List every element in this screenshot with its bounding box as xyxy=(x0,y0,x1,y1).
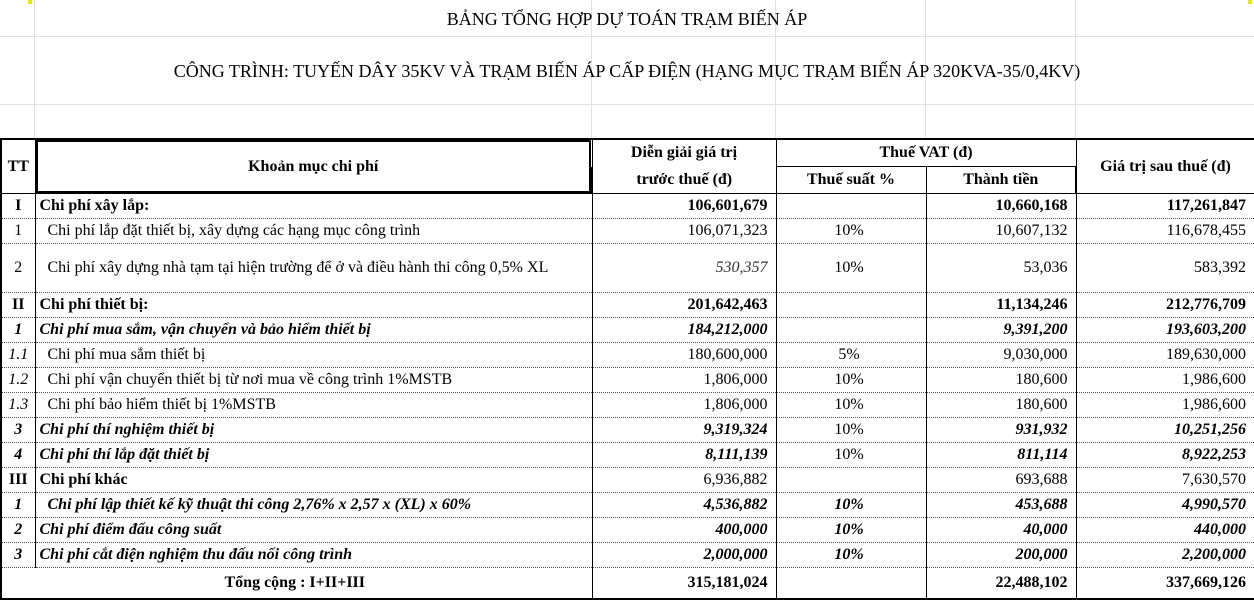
row-vat-rate[interactable]: 10% xyxy=(776,493,926,518)
row-pre-tax[interactable]: 201,642,463 xyxy=(592,293,776,318)
row-after-tax[interactable]: 189,630,000 xyxy=(1076,343,1254,368)
row-tt[interactable]: I xyxy=(1,194,35,219)
table-row xyxy=(1,293,1254,318)
row-vat-rate[interactable]: 10% xyxy=(776,418,926,443)
table-row xyxy=(1,518,1254,543)
row-pre-tax[interactable]: 4,536,882 xyxy=(592,493,776,518)
table-row xyxy=(1,318,1254,343)
row-after-tax[interactable]: 583,392 xyxy=(1076,244,1254,293)
table-row xyxy=(1,493,1254,518)
row-vat-rate[interactable] xyxy=(776,468,926,493)
row-tt[interactable]: 2 xyxy=(1,244,35,293)
row-after-tax[interactable]: 7,630,570 xyxy=(1076,468,1254,493)
row-tt[interactable]: 1 xyxy=(1,493,35,518)
row-tt[interactable]: 1 xyxy=(1,318,35,343)
row-after-tax[interactable]: 1,986,600 xyxy=(1076,368,1254,393)
row-pre-tax[interactable]: 2,000,000 xyxy=(592,543,776,568)
row-vat-amount[interactable]: 10,607,132 xyxy=(926,219,1076,244)
row-vat-amount[interactable]: 180,600 xyxy=(926,368,1076,393)
estimate-table xyxy=(0,138,1254,600)
sheet-subtitle: CÔNG TRÌNH: TUYẾN DÂY 35KV VÀ TRẠM BIẾN ÁP CẤP ĐIỆN (HẠNG MỤC TRẠM BIẾN ÁP 320KVA-35/0,4KV) xyxy=(173,61,1081,81)
header-pre-tax-line1[interactable]: Diễn giải giá trị xyxy=(592,139,776,167)
row-item[interactable]: Chi phí lập thiết kế kỹ thuật thi công 2,76% x 2,57 x (XL) x 60% xyxy=(35,493,592,518)
row-item[interactable]: Chi phí lắp đặt thiết bị, xây dựng các hạng mục công trình xyxy=(35,219,592,244)
row-item[interactable]: Chi phí khác xyxy=(35,468,592,493)
cell-marker xyxy=(1248,0,1252,4)
row-tt[interactable]: 1 xyxy=(1,219,35,244)
row-item[interactable]: Chi phí thí nghiệm thiết bị xyxy=(35,418,592,443)
sheet-title: BẢNG TỔNG HỢP DỰ TOÁN TRẠM BIẾN ÁP xyxy=(446,9,808,29)
row-vat-amount[interactable]: 10,660,168 xyxy=(926,194,1076,219)
row-vat-amount[interactable]: 453,688 xyxy=(926,493,1076,518)
row-after-tax[interactable]: 440,000 xyxy=(1076,518,1254,543)
table-row xyxy=(1,194,1254,219)
row-vat-amount[interactable]: 11,134,246 xyxy=(926,293,1076,318)
grid-line xyxy=(0,36,1254,37)
row-tt[interactable]: 3 xyxy=(1,543,35,568)
grid-line xyxy=(0,104,1254,105)
row-pre-tax[interactable]: 530,357 xyxy=(592,244,776,293)
cell-marker xyxy=(28,0,32,4)
row-pre-tax[interactable]: 6,936,882 xyxy=(592,468,776,493)
table-row xyxy=(1,393,1254,418)
row-pre-tax[interactable]: 1,806,000 xyxy=(592,368,776,393)
row-pre-tax[interactable]: 184,212,000 xyxy=(592,318,776,343)
row-vat-amount[interactable]: 811,114 xyxy=(926,443,1076,468)
row-pre-tax[interactable]: 1,806,000 xyxy=(592,393,776,418)
table-row xyxy=(1,219,1254,244)
table-row xyxy=(1,418,1254,443)
row-after-tax[interactable]: 1,986,600 xyxy=(1076,393,1254,418)
row-item[interactable]: Chi phí mua sắm thiết bị xyxy=(35,343,592,368)
row-vat-amount[interactable]: 931,932 xyxy=(926,418,1076,443)
row-pre-tax[interactable]: 9,319,324 xyxy=(592,418,776,443)
header-tt[interactable]: TT xyxy=(1,139,35,194)
row-vat-rate[interactable]: 10% xyxy=(776,518,926,543)
row-vat-amount[interactable]: 200,000 xyxy=(926,543,1076,568)
header-vat[interactable]: Thuế VAT (đ) xyxy=(776,139,1076,167)
total-vat-amount[interactable]: 22,488,102 xyxy=(926,568,1076,600)
header-after-tax[interactable]: Giá trị sau thuế (đ) xyxy=(1076,139,1254,194)
header-vat-rate[interactable]: Thuế suất % xyxy=(776,167,926,194)
row-vat-rate[interactable] xyxy=(776,293,926,318)
row-item[interactable]: Chi phí cắt điện nghiệm thu đấu nối công trình xyxy=(35,543,592,568)
row-after-tax[interactable]: 8,922,253 xyxy=(1076,443,1254,468)
row-tt[interactable]: 1.3 xyxy=(1,393,35,418)
row-pre-tax[interactable]: 180,600,000 xyxy=(592,343,776,368)
row-vat-rate[interactable]: 10% xyxy=(776,543,926,568)
row-item[interactable]: Chi phí xây lắp: xyxy=(35,194,592,219)
table-row xyxy=(1,244,1254,293)
total-label[interactable]: Tổng cộng : I+II+III xyxy=(1,568,592,600)
row-vat-amount[interactable]: 40,000 xyxy=(926,518,1076,543)
row-item[interactable]: Chi phí bảo hiểm thiết bị 1%MSTB xyxy=(35,393,592,418)
row-item[interactable]: Chi phí vận chuyển thiết bị từ nơi mua về công trình 1%MSTB xyxy=(35,368,592,393)
row-tt[interactable]: 1.1 xyxy=(1,343,35,368)
row-item[interactable]: Chi phí thiết bị: xyxy=(35,293,592,318)
row-vat-rate[interactable]: 10% xyxy=(776,443,926,468)
row-after-tax[interactable]: 4,990,570 xyxy=(1076,493,1254,518)
row-tt[interactable]: 1.2 xyxy=(1,368,35,393)
table-row xyxy=(1,368,1254,393)
row-item[interactable]: Chi phí xây dựng nhà tạm tại hiện trường để ở và điều hành thi công 0,5% XL xyxy=(35,244,592,293)
header-item[interactable]: Khoản mục chi phí xyxy=(35,139,592,194)
table-row xyxy=(1,543,1254,568)
total-pre-tax[interactable]: 315,181,024 xyxy=(592,568,776,600)
row-item[interactable]: Chi phí điểm đấu công suất xyxy=(35,518,592,543)
row-vat-rate[interactable] xyxy=(776,194,926,219)
row-item[interactable]: Chi phí thí lắp đặt thiết bị xyxy=(35,443,592,468)
row-pre-tax[interactable]: 8,111,139 xyxy=(592,443,776,468)
row-vat-rate[interactable]: 5% xyxy=(776,343,926,368)
row-vat-amount[interactable]: 9,391,200 xyxy=(926,318,1076,343)
header-vat-amount[interactable]: Thành tiền xyxy=(926,167,1076,194)
row-pre-tax[interactable]: 106,601,679 xyxy=(592,194,776,219)
row-vat-rate[interactable] xyxy=(776,318,926,343)
table-row xyxy=(1,443,1254,468)
row-vat-rate[interactable]: 10% xyxy=(776,368,926,393)
header-pre-tax-line2[interactable]: trước thuế (đ) xyxy=(592,167,776,194)
row-vat-amount[interactable]: 693,688 xyxy=(926,468,1076,493)
row-pre-tax[interactable]: 400,000 xyxy=(592,518,776,543)
row-vat-rate[interactable]: 10% xyxy=(776,393,926,418)
row-after-tax[interactable]: 117,261,847 xyxy=(1076,194,1254,219)
row-tt[interactable]: II xyxy=(1,293,35,318)
row-after-tax[interactable]: 116,678,455 xyxy=(1076,219,1254,244)
row-item[interactable]: Chi phí mua sắm, vận chuyển và bảo hiểm thiết bị xyxy=(35,318,592,343)
row-tt[interactable]: III xyxy=(1,468,35,493)
row-vat-rate[interactable]: 10% xyxy=(776,219,926,244)
row-vat-amount[interactable]: 9,030,000 xyxy=(926,343,1076,368)
row-after-tax[interactable]: 10,251,256 xyxy=(1076,418,1254,443)
row-after-tax[interactable]: 193,603,200 xyxy=(1076,318,1254,343)
total-vat-rate[interactable] xyxy=(776,568,926,600)
row-tt[interactable]: 4 xyxy=(1,443,35,468)
total-row xyxy=(1,568,1254,600)
row-after-tax[interactable]: 212,776,709 xyxy=(1076,293,1254,318)
row-pre-tax[interactable]: 106,071,323 xyxy=(592,219,776,244)
row-tt[interactable]: 3 xyxy=(1,418,35,443)
row-after-tax[interactable]: 2,200,000 xyxy=(1076,543,1254,568)
row-tt[interactable]: 2 xyxy=(1,518,35,543)
table-row xyxy=(1,468,1254,493)
row-vat-rate[interactable]: 10% xyxy=(776,244,926,293)
table-row xyxy=(1,343,1254,368)
row-vat-amount[interactable]: 180,600 xyxy=(926,393,1076,418)
total-after-tax[interactable]: 337,669,126 xyxy=(1076,568,1254,600)
row-vat-amount[interactable]: 53,036 xyxy=(926,244,1076,293)
